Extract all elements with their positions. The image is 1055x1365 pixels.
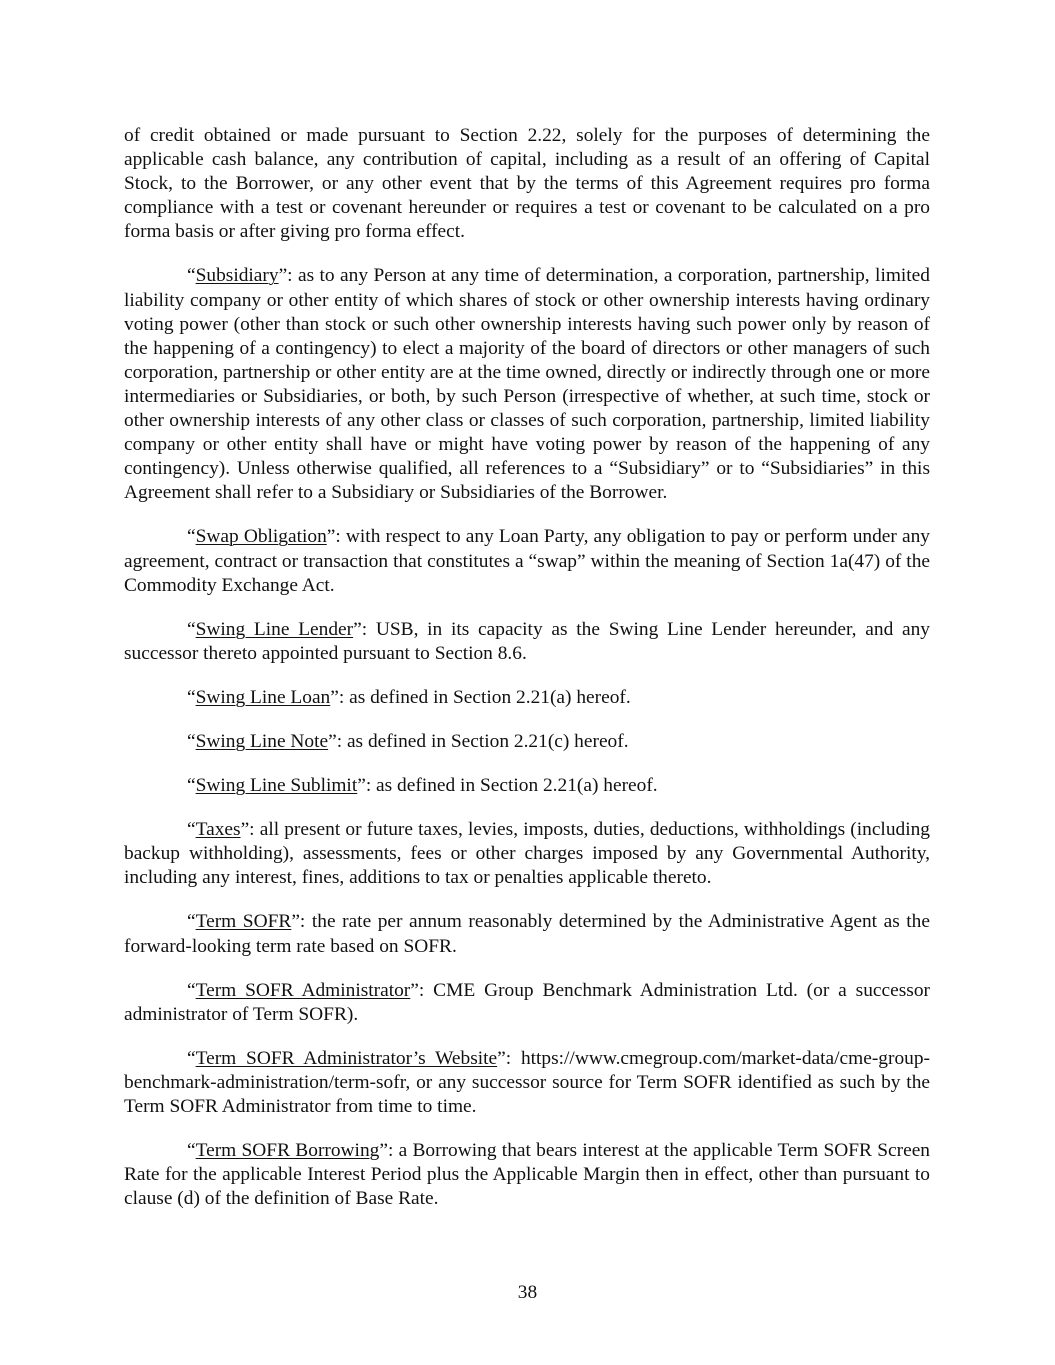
definition-body: ”: with respect to any Loan Party, any obligation to pay or perform under any agreement, contract or transaction that constitutes a “swap” within the meaning of Section 1a(47) of the Commodity Exchange Act. xyxy=(124,526,930,596)
definition-term-sofr: “Term SOFR”: the rate per annum reasonably determined by the Administrative Agent as the forward-looking term rate based on SOFR. xyxy=(124,911,930,957)
definition-body: ”: https://www.cmegroup.com/market-data/cme-group-benchmark-administration/term-sofr, or any successor source for Term SOFR identified as such by the Term SOFR Administrator from time to time. xyxy=(124,1047,930,1117)
definition-body: ”: as defined in Section 2.21(c) hereof. xyxy=(328,730,629,752)
definition-body: ”: as defined in Section 2.21(a) hereof. xyxy=(357,775,658,797)
defined-term: Subsidiary xyxy=(195,265,279,287)
definition-body: ”: USB, in its capacity as the Swing Line Lender hereunder, and any successor thereto appointed pursuant to Section 8.6. xyxy=(124,618,931,664)
defined-term: Term SOFR Administrator xyxy=(195,979,411,1001)
definition-subsidiary: “Subsidiary”: as to any Person at any time of determination, a corporation, partnership, limited liability company or other entity of which shares of stock or other ownership interests having ordinary voting power (other than stock or such other ownership interests having such power only by reason of the happening of a contingency) to elect a majority of the board of directors or other managers of such corporation, partnership or other entity are at the time owned, directly or indirectly through one or more intermediaries or Subsidiaries, or both, by such Person (irrespective of whether, at such time, stock or other ownership interests of any other class or classes of such corporation, partnership, limited liability company or other entity shall have or might have voting power by reason of the happening of any contingency). Unless otherwise qualified, all references to a “Subsidiary” or to “Subsidiaries” in this Agreement shall refer to a Subsidiary or Subsidiaries of the Borrower. xyxy=(124,265,930,504)
defined-term: Swing Line Sublimit xyxy=(195,775,358,797)
definition-swing-line-loan: “Swing Line Loan”: as defined in Section 2.21(a) hereof. xyxy=(187,686,631,708)
definition-body: ”: all present or future taxes, levies, imposts, duties, deductions, withholdings (including backup withholding), assessments, fees or other charges imposed by any Governmental Authority, including any interest, fines, additions to tax or penalties applicable thereto. xyxy=(124,819,930,889)
defined-term: Term SOFR Borrowing xyxy=(195,1140,380,1162)
defined-term: Swing Line Loan xyxy=(195,686,331,708)
definition-body: ”: CME Group Benchmark Administration Ltd. (or a successor administrator of Term SOFR). xyxy=(124,979,930,1025)
definition-swing-line-sublimit: “Swing Line Sublimit”: as defined in Section 2.21(a) hereof. xyxy=(187,775,658,797)
defined-term: Term SOFR xyxy=(195,911,292,933)
definition-swap-obligation: “Swap Obligation”: with respect to any Loan Party, any obligation to pay or perform under any agreement, contract or transaction that constitutes a “swap” within the meaning of Section 1a(47) of the Commodity Exchange Act. xyxy=(124,526,930,596)
definition-term-sofr-borrowing: “Term SOFR Borrowing”: a Borrowing that bears interest at the applicable Term SOFR Screen Rate for the applicable Interest Period plus the Applicable Margin then in effect, other than pursuant to clause (d) of the definition of Base Rate. xyxy=(124,1140,931,1210)
definition-body: ”: the rate per annum reasonably determined by the Administrative Agent as the forward-looking term rate based on SOFR. xyxy=(124,911,930,957)
defined-term: Term SOFR Administrator’s Website xyxy=(195,1047,498,1069)
definition-swing-line-lender: “Swing Line Lender”: USB, in its capacity as the Swing Line Lender hereunder, and any successor thereto appointed pursuant to Section 8.6. xyxy=(124,618,931,664)
page-number: 38 xyxy=(517,1282,538,1303)
defined-term: Swing Line Lender xyxy=(195,618,354,640)
definition-term-sofr-administrator: “Term SOFR Administrator”: CME Group Benchmark Administration Ltd. (or a successor administrator of Term SOFR). xyxy=(124,979,930,1025)
defined-term: Swing Line Note xyxy=(195,730,329,752)
definition-taxes: “Taxes”: all present or future taxes, levies, imposts, duties, deductions, withholdings (including backup withholding), assessments, fees or other charges imposed by any Governmental Authority, including any interest, fines, additions to tax or penalties applicable thereto. xyxy=(124,819,930,889)
defined-term: Taxes xyxy=(195,819,241,841)
definition-body: ”: a Borrowing that bears interest at the applicable Term SOFR Screen Rate for the applicable Interest Period plus the Applicable Margin then in effect, other than pursuant to clause (d) of the definition of Base Rate. xyxy=(124,1140,931,1210)
continuation-paragraph: of credit obtained or made pursuant to Section 2.22, solely for the purposes of determining the applicable cash balance, any contribution of capital, including as a result of an offering of Capital Stock, to the Borrower, or any other event that by the terms of this Agreement requires pro forma compliance with a test or covenant hereunder or requires a test or covenant to be calculated on a pro forma basis or after giving pro forma effect. xyxy=(124,125,930,243)
definition-term-sofr-administrators-website: “Term SOFR Administrator’s Website”: https://www.cmegroup.com/market-data/cme-group-benchmark-administration/term-sofr, or any successor source for Term SOFR identified as such by the Term SOFR Administrator from time to time. xyxy=(124,1047,930,1117)
document-page xyxy=(124,124,930,1231)
definition-swing-line-note: “Swing Line Note”: as defined in Section 2.21(c) hereof. xyxy=(187,730,629,752)
definition-body: ”: as defined in Section 2.21(a) hereof. xyxy=(330,686,631,708)
defined-term: Swap Obligation xyxy=(195,526,327,548)
definition-body: ”: as to any Person at any time of determination, a corporation, partnership, limited liability company or other entity of which shares of stock or other ownership interests having ordinary voting power (other than stock or such other ownership interests having such power only by reason of the happening of a contingency) to elect a majority of the board of directors or other managers of such corporation, partnership or other entity are at the time owned, directly or indirectly through one or more intermediaries or Subsidiaries, or both, by such Person (irrespective of whether, at such time, stock or other ownership interests of any other class or classes of such corporation, partnership, limited liability company or other entity shall have or might have voting power by reason of the happening of any contingency). Unless otherwise qualified, all references to a “Subsidiary” or to “Subsidiaries” in this Agreement shall refer to a Subsidiary or Subsidiaries of the Borrower. xyxy=(124,265,930,504)
